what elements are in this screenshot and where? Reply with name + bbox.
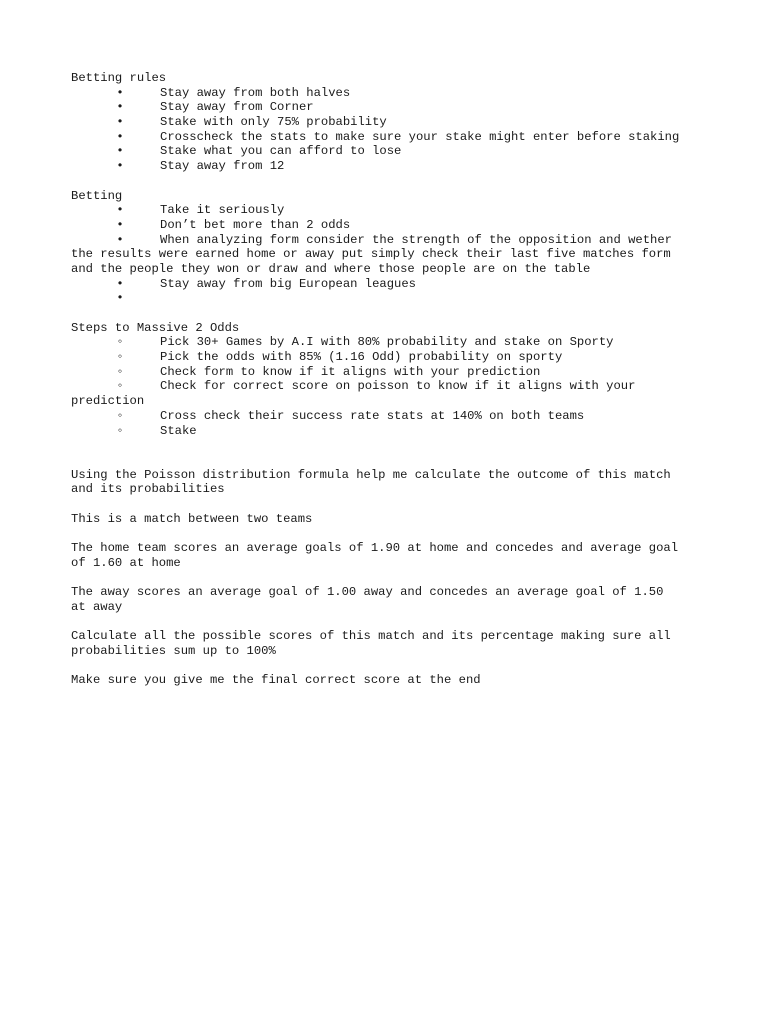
paragraph-line: Using the Poisson distribution formula help me calculate the outcome of this match — [71, 467, 671, 482]
spacer — [71, 438, 711, 467]
list-item-empty — [71, 291, 711, 306]
section-title-steps: Steps to Massive 2 Odds — [71, 320, 240, 335]
spacer — [71, 570, 711, 585]
list-item-text: Pick the odds with 85% (1.16 Odd) probability on sporty — [160, 350, 563, 365]
list-item — [71, 130, 711, 145]
list-item-text: When analyzing form consider the strength of the opposition and wether — [160, 232, 672, 247]
list-item-text: Stay away from big European leagues — [160, 276, 416, 291]
list-item — [71, 409, 711, 424]
list-item-text: Take it seriously — [160, 203, 285, 218]
list-item — [71, 335, 711, 350]
bullet-icon: • — [116, 129, 124, 144]
list-item-text: Don’t bet more than 2 odds — [160, 217, 351, 232]
spacer — [71, 174, 711, 189]
paragraph-line: of 1.60 at home — [71, 555, 181, 570]
spacer — [71, 497, 711, 512]
list-item — [71, 424, 711, 439]
paragraph-line: This is a match between two teams — [71, 511, 313, 526]
bullet-icon: • — [116, 276, 124, 291]
list-item — [71, 350, 711, 365]
list-item-continuation: and the people they won or draw and where those people are on the table — [71, 261, 591, 276]
circle-bullet-icon: ◦ — [116, 335, 124, 350]
list-item-text: Stay away from Corner — [160, 100, 314, 115]
bullet-icon: • — [116, 159, 124, 174]
list-item — [71, 277, 711, 292]
list-item — [71, 86, 711, 101]
list-item-text: Pick 30+ Games by A.I with 80% probability and stake on Sporty — [160, 335, 614, 350]
section-title-betting-rules: Betting rules — [71, 71, 167, 85]
bullet-icon: • — [116, 115, 124, 130]
list-item — [71, 203, 711, 218]
spacer — [71, 526, 711, 541]
paragraph-line: probabilities sum up to 100% — [71, 643, 276, 658]
list-item — [71, 365, 711, 380]
list-item — [71, 115, 711, 130]
spacer — [71, 614, 711, 629]
paragraph-line: Make sure you give me the final correct score at the end — [71, 673, 481, 688]
list-item-continuation: prediction — [71, 394, 145, 409]
circle-bullet-icon: ◦ — [116, 408, 124, 423]
list-item-text: Stay away from both halves — [160, 85, 351, 100]
paragraph-line: Calculate all the possible scores of this match and its percentage making sure all — [71, 629, 671, 644]
list-item — [71, 144, 711, 159]
circle-bullet-icon: ◦ — [116, 423, 124, 438]
paragraph-line: and its probabilities — [71, 482, 225, 497]
list-item-text: Cross check their success rate stats at 140% on both teams — [160, 408, 585, 423]
document-body — [71, 71, 711, 688]
bullet-icon: • — [116, 217, 124, 232]
list-item — [71, 159, 711, 174]
list-item-text: Stake with only 75% probability — [160, 115, 387, 130]
section-title-betting: Betting — [71, 188, 123, 203]
list-item-text: Crosscheck the stats to make sure your stake might enter before staking — [160, 129, 680, 144]
circle-bullet-icon: ◦ — [116, 364, 124, 379]
bullet-icon: • — [116, 144, 124, 159]
list-item — [71, 233, 711, 248]
list-item-continuation: the results were earned home or away put simply check their last five matches form — [71, 247, 671, 262]
spacer — [71, 306, 711, 321]
paragraph-line: at away — [71, 599, 123, 614]
paragraph-line: The away scores an average goal of 1.00 away and concedes an average goal of 1.50 — [71, 585, 664, 600]
list-item-text: Stake what you can afford to lose — [160, 144, 402, 159]
list-item — [71, 100, 711, 115]
list-item — [71, 379, 711, 394]
bullet-icon: • — [116, 100, 124, 115]
spacer — [71, 659, 711, 674]
list-item-text: Stake — [160, 423, 197, 438]
bullet-icon: • — [116, 232, 124, 247]
circle-bullet-icon: ◦ — [116, 350, 124, 365]
list-item-text: Check form to know if it aligns with your prediction — [160, 364, 541, 379]
bullet-icon: • — [116, 203, 124, 218]
list-item — [71, 218, 711, 233]
list-item-text: Check for correct score on poisson to know if it aligns with your — [160, 379, 636, 394]
bullet-icon: • — [116, 291, 124, 306]
bullet-icon: • — [116, 85, 124, 100]
paragraph-line: The home team scores an average goals of 1.90 at home and concedes and average goal — [71, 541, 679, 556]
circle-bullet-icon: ◦ — [116, 379, 124, 394]
list-item-text: Stay away from 12 — [160, 159, 285, 174]
